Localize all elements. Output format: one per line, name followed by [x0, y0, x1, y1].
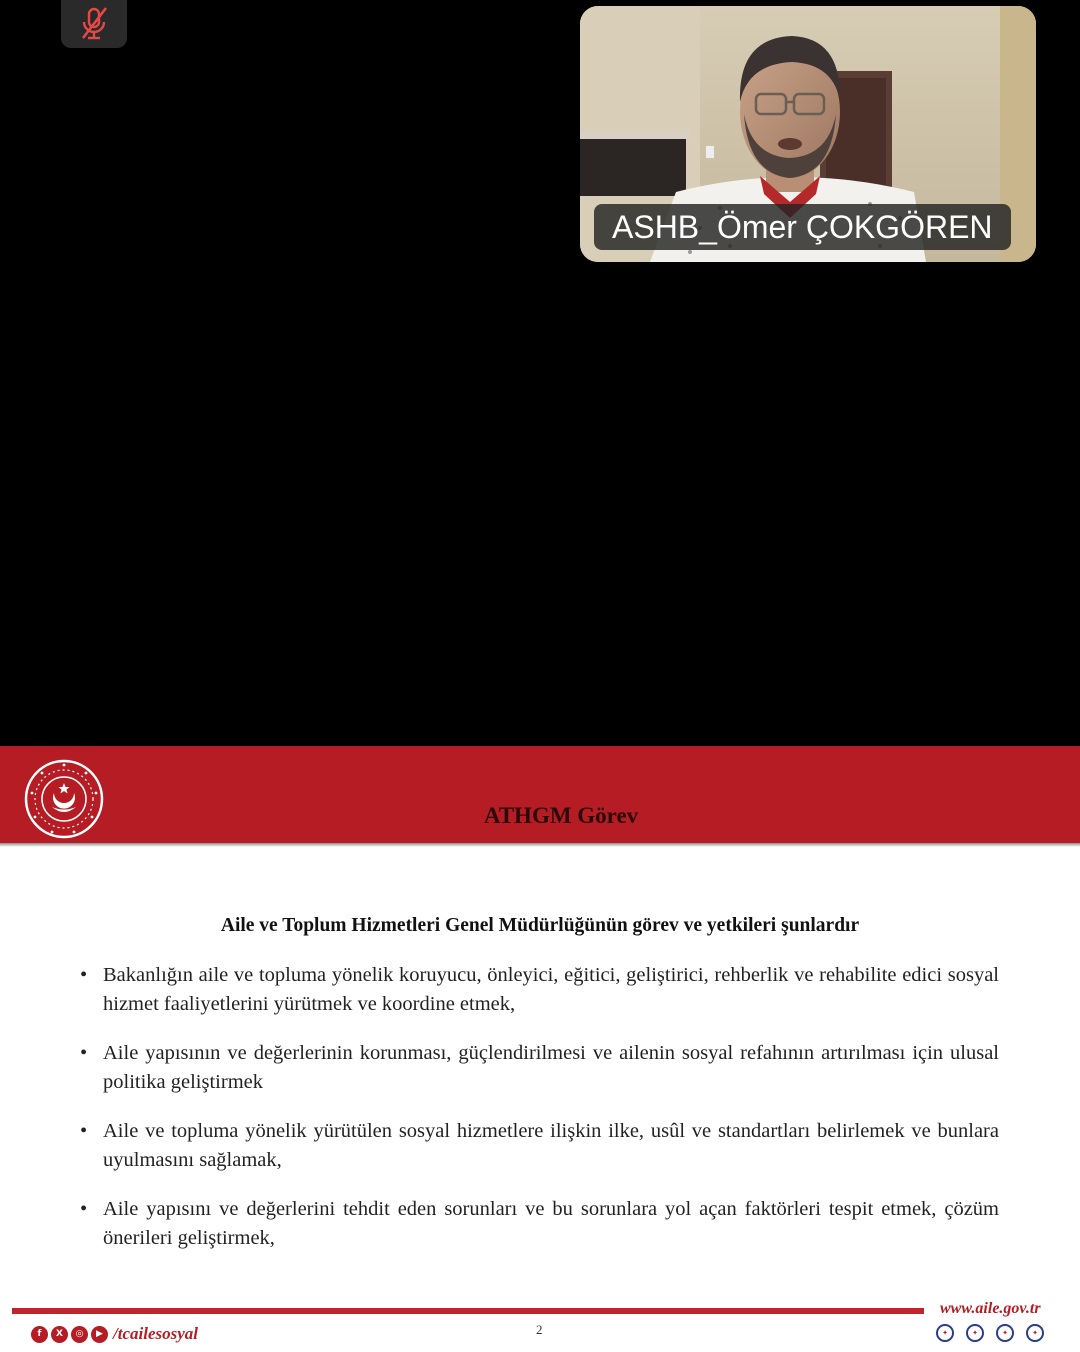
- page-number: 2: [536, 1322, 543, 1337]
- mute-button[interactable]: [61, 0, 127, 48]
- bullet-text: Aile ve topluma yönelik yürütülen sosyal hizmetlere ilişkin ilke, usûl ve standartları belirlemek ve bunlara uyulmasını sağlamak,: [103, 1120, 999, 1171]
- bullet-text: Bakanlığın aile ve topluma yönelik koruyucu, önleyici, eğitici, geliştirici, rehberlik ve rehabilite edici sosyal hizmet faaliyetlerini yürütmek ve koordine etmek,: [103, 964, 999, 1015]
- bullet-list: [80, 961, 999, 1273]
- footer-url: www.aile.gov.tr: [940, 1300, 1041, 1317]
- slide-title: ATHGM Görev: [483, 803, 639, 828]
- facebook-icon: f: [31, 1326, 48, 1343]
- shared-slide: [0, 746, 1080, 1352]
- bullet-icon: •: [80, 964, 88, 986]
- mic-off-icon: [79, 6, 109, 42]
- social-handle: /tcailesosyal: [113, 1324, 198, 1343]
- list-item: [80, 1039, 999, 1097]
- x-icon: X: [51, 1326, 68, 1343]
- youtube-icon: ▶: [91, 1326, 108, 1343]
- bullet-text: Aile yapısını ve değerlerini tehdit eden sorunları ve bu sorunlara yol açan faktörleri tespit etmek, çözüm önerileri geliştirmek,: [103, 1198, 999, 1249]
- participant-video-tile[interactable]: [580, 6, 1036, 262]
- footer-divider: [12, 1308, 924, 1314]
- list-item: [80, 1117, 999, 1175]
- header-divider: [0, 843, 1080, 847]
- slide-subtitle: Aile ve Toplum Hizmetleri Genel Müdürlüğünün görev ve yetkileri şunlardır: [220, 915, 860, 936]
- participant-name-tag: ASHB_Ömer ÇOKGÖREN: [594, 204, 1011, 250]
- bullet-icon: •: [80, 1198, 88, 1220]
- partner-logo-icon: ✦: [966, 1324, 984, 1342]
- slide-header: [0, 746, 1080, 843]
- list-item: [80, 1195, 999, 1253]
- list-item: [80, 961, 999, 1019]
- bullet-icon: •: [80, 1120, 88, 1142]
- bullet-icon: •: [80, 1042, 88, 1064]
- bullet-text: Aile yapısının ve değerlerinin korunması, güçlendirilmesi ve ailenin sosyal refahının artırılması için ulusal politika geliştirmek: [103, 1042, 999, 1093]
- partner-logo-icon: ✦: [936, 1324, 954, 1342]
- social-links: [31, 1324, 198, 1344]
- partner-logo-icon: ✦: [996, 1324, 1014, 1342]
- instagram-icon: ◎: [71, 1326, 88, 1343]
- partner-logo-icon: ✦: [1026, 1324, 1044, 1342]
